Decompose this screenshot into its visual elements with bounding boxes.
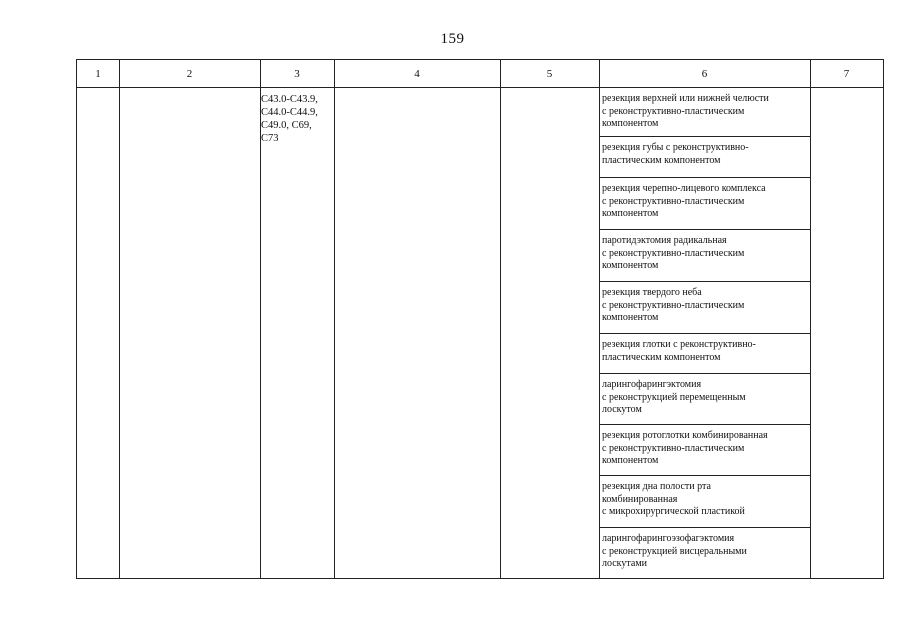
procedure-text-line: с реконструктивно-пластическим	[602, 105, 745, 117]
procedure-text-line: резекция верхней или нижней челюсти	[602, 93, 769, 104]
procedure-cell	[599, 178, 810, 230]
header-col-3: 3	[294, 68, 300, 80]
header-col-6: 6	[701, 68, 708, 80]
header-col-1: 1	[95, 68, 101, 80]
procedure-cell	[599, 334, 810, 374]
procedure-cell	[599, 374, 810, 425]
procedure-text-line: с микрохирургической пластикой	[602, 506, 745, 518]
procedure-text-line: компонентом	[602, 455, 659, 467]
diagnosis-code-line: C44.0-C44.9,	[261, 107, 318, 118]
column-divider	[500, 60, 501, 578]
procedure-text-line: резекция губы с реконструктивно-	[602, 142, 749, 153]
page-number: 159	[440, 31, 465, 47]
procedure-cell	[599, 476, 810, 528]
procedure-text-line: компонентом	[602, 312, 659, 324]
procedure-text-line: лоскутами	[602, 558, 648, 570]
diagnosis-code-line: C73	[261, 133, 279, 144]
procedure-cell	[599, 230, 810, 282]
column-divider	[334, 60, 335, 578]
procedure-text-line: резекция дна полости рта	[602, 481, 711, 492]
procedure-text-line: с реконструктивно-пластическим	[602, 195, 745, 207]
procedure-text-line: резекция твердого неба	[602, 287, 702, 298]
column-divider	[810, 60, 811, 578]
header-col-2: 2	[186, 68, 193, 80]
procedure-cell	[599, 137, 810, 178]
column-divider	[119, 60, 120, 578]
procedure-text-line: резекция черепно-лицевого комплекса	[602, 183, 766, 194]
diagnosis-codes-cell	[261, 93, 333, 145]
procedure-text-line: пластическим компонентом	[602, 351, 721, 363]
procedure-cell	[599, 282, 810, 334]
procedure-text-line: компонентом	[602, 118, 659, 130]
procedure-text-line: комбинированная	[602, 493, 678, 505]
procedure-cell	[599, 528, 810, 578]
procedure-text-line: с реконструкцией висцеральными	[602, 545, 747, 557]
diagnosis-code-line: C49.0, C69,	[261, 120, 312, 131]
procedure-text-line: с реконструктивно-пластическим	[602, 247, 745, 259]
procedure-cell	[599, 88, 810, 137]
procedure-text-line: с реконструктивно-пластическим	[602, 442, 745, 454]
diagnosis-code-line: C43.0-C43.9,	[261, 94, 318, 105]
procedure-text-line: паротидэктомия радикальная	[602, 235, 727, 246]
procedure-text-line: резекция глотки с реконструктивно-	[602, 339, 756, 350]
procedure-text-line: с реконструктивно-пластическим	[602, 299, 745, 311]
procedure-text-line: резекция ротоглотки комбинированная	[602, 430, 768, 441]
procedure-cell	[599, 425, 810, 476]
procedure-text-line: пластическим компонентом	[602, 154, 721, 166]
header-col-7: 7	[843, 68, 850, 80]
procedure-text-line: ларингофарингоэзофагэктомия	[602, 533, 735, 544]
procedure-text-line: компонентом	[602, 208, 659, 220]
procedure-text-line: лоскутом	[602, 404, 642, 416]
header-col-5: 5	[546, 68, 553, 80]
procedure-text-line: с реконструкцией перемещенным	[602, 391, 746, 403]
procedure-text-line: ларингофарингэктомия	[602, 379, 702, 390]
medical-procedures-table	[76, 59, 884, 579]
header-col-4: 4	[414, 68, 420, 80]
procedure-text-line: компонентом	[602, 260, 659, 272]
table-header-row	[77, 60, 883, 88]
